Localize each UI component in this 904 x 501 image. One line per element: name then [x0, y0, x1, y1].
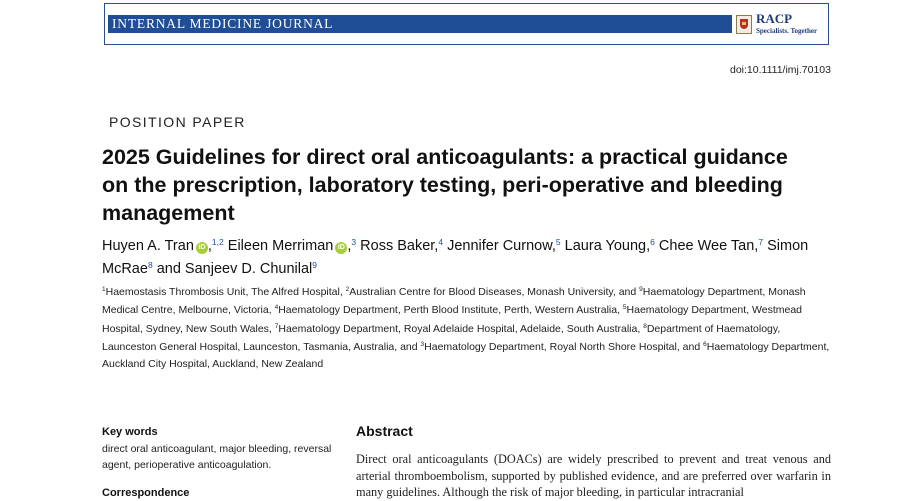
author-affiliation-ref[interactable]: 5	[555, 237, 561, 247]
journal-header	[104, 3, 829, 45]
affiliation-number: 7	[274, 322, 279, 330]
author-name: Jennifer Curnow,	[447, 238, 556, 254]
author-affiliation-ref[interactable]: 7	[758, 237, 764, 247]
affiliation-number: 8	[643, 322, 647, 330]
author-affiliation-ref[interactable]: 1,2	[211, 237, 224, 247]
affiliation-number: 6	[703, 341, 707, 349]
affiliation-text: Haematology Department, Auckland City Hospital, Auckland, New Zealand	[102, 341, 830, 370]
correspondence-heading: Correspondence	[102, 487, 190, 499]
affiliation-item	[275, 323, 643, 335]
author-name: Huyen A. Tran	[102, 238, 194, 254]
author-name: Simon McRae	[102, 238, 809, 277]
affiliation-text: Haemostasis Thrombosis Unit, The Alfred Hospital,	[105, 286, 346, 298]
author-affiliation-ref[interactable]: 6	[650, 237, 655, 247]
affiliation-item	[275, 304, 623, 316]
author-affiliation-ref[interactable]: 9	[312, 260, 318, 270]
affiliation-number: 1	[102, 286, 106, 293]
author-affiliation-ref[interactable]: 4	[438, 237, 444, 247]
affiliation-text: Haematology Department, Monash Medical Centre, Melbourne, Victoria,	[102, 286, 806, 317]
author-affiliation-ref[interactable]: 3	[351, 237, 357, 247]
affiliation-text: Haematology Department, Perth Blood Institute, Perth, Western Australia,	[278, 304, 623, 317]
abstract-text: Direct oral anticoagulants (DOACs) are widely prescribed to prevent and treat venous and arterial thromboembolism, supported by published evidence, and are preferred over warfarin in many guidelines. Although the risk of major bleeding, in particular intracranial	[356, 452, 831, 499]
affiliation-text: Haematology Department, Westmead Hospital, Sydney, New South Wales,	[102, 304, 803, 335]
racp-logo-tagline: Specialists. Together	[756, 27, 818, 35]
author-item: Eileen Merriman iD ,$^3$	[227, 237, 357, 254]
affiliations	[102, 282, 832, 372]
article-title: 2025 Guidelines for direct oral anticoagulants: a practical guidance on the prescription, laboratory testing, peri-operative and bleeding management	[102, 145, 788, 225]
doi-link[interactable]: doi:10.1111/imj.70103	[730, 64, 831, 76]
author-item	[659, 238, 763, 254]
author-item	[157, 261, 317, 277]
affiliation-item	[102, 286, 346, 298]
author-name: Laura Young,	[564, 238, 651, 254]
author-affiliation-ref[interactable]: 8	[147, 260, 153, 270]
racp-logo[interactable]	[733, 12, 828, 38]
affiliation-item	[421, 341, 704, 353]
keywords-heading: Key words	[102, 426, 158, 438]
affiliation-number: 2	[345, 286, 350, 293]
author-item	[565, 238, 655, 254]
affiliation-number: 3	[420, 341, 425, 349]
affiliation-text: Haematology Department, Royal Adelaide Hospital, Adelaide, South Australia,	[278, 322, 644, 335]
orcid-icon[interactable]: iD	[335, 242, 347, 254]
affiliation-number: 9	[639, 286, 643, 293]
author-name: Eileen Merriman	[227, 238, 334, 254]
racp-crest-icon	[736, 15, 752, 34]
racp-logo-name: RACP	[756, 11, 793, 26]
affiliation-text: Department of Haematology, Launceston General Hospital, Launceston, Tasmania, Australia, and	[102, 322, 781, 354]
orcid-icon[interactable]: iD	[196, 242, 208, 254]
author-item: Huyen A. Tran iD ,$^{1,2}$	[102, 237, 224, 254]
author-list	[102, 233, 822, 279]
author-item	[447, 238, 561, 254]
keywords-text: direct oral anticoagulant, major bleeding, reversal agent, perioperative anticoagulation.	[102, 443, 332, 471]
author-name: Ross Baker,	[360, 238, 439, 254]
affiliation-text: Haematology Department, Royal North Shore Hospital, and	[424, 341, 704, 354]
section-label: POSITION PAPER	[109, 114, 246, 130]
abstract-heading: Abstract	[356, 423, 413, 439]
journal-name: INTERNAL MEDICINE JOURNAL	[108, 15, 732, 33]
author-item	[360, 238, 443, 254]
author-name: Chee Wee Tan,	[658, 238, 759, 254]
affiliation-text: Australian Centre for Blood Diseases, Monash University, and	[349, 286, 640, 298]
affiliation-number: 4	[274, 304, 279, 312]
affiliation-number: 5	[622, 304, 627, 312]
affiliation-item	[346, 286, 639, 298]
author-name: and Sanjeev D. Chunilal	[156, 261, 313, 277]
